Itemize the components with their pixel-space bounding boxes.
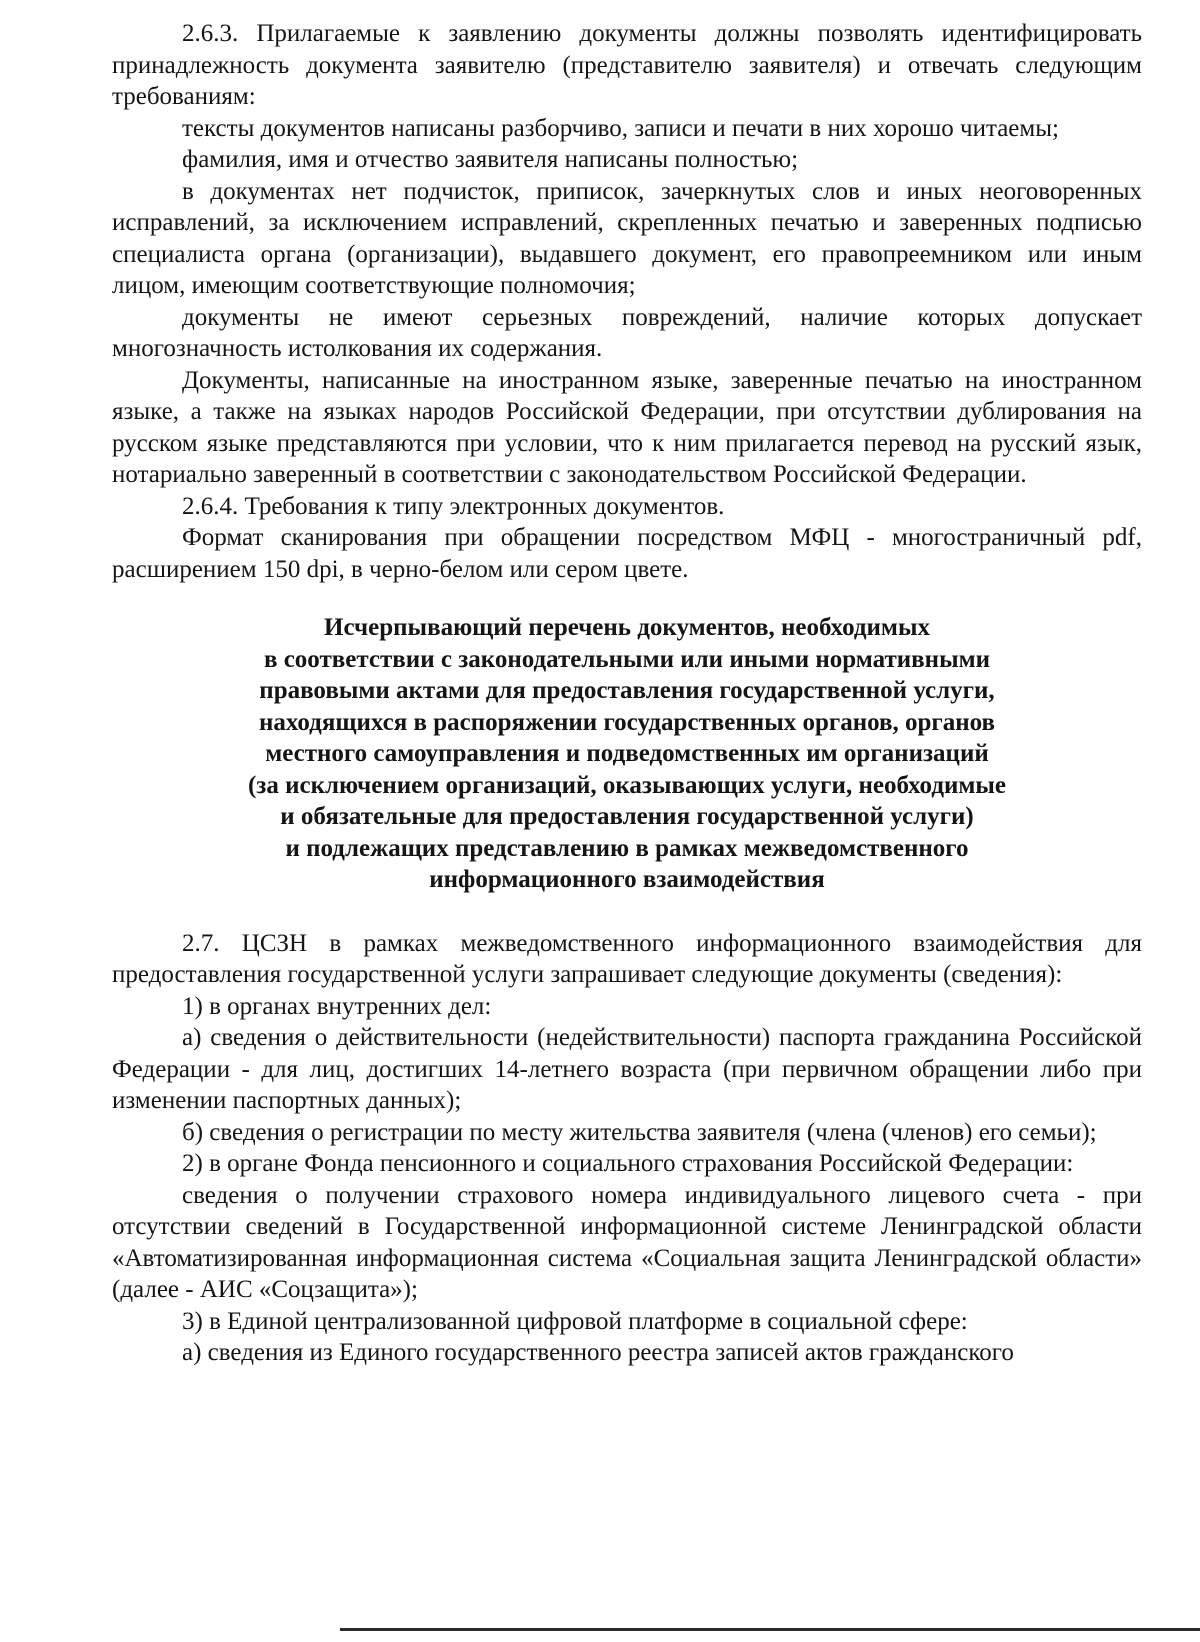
list-item-registration: б) сведения о регистрации по месту жительства заявителя (члена (членов) его семьи); <box>182 1118 1097 1146</box>
paragraph-requirement-no-damage: документы не имеют серьезных повреждений, наличие которых допускает многозначность истолкования их содержания. <box>112 303 1142 362</box>
heading-line: информационного взаимодействия <box>429 866 825 893</box>
list-item-internal-affairs: 1) в органах внутренних дел: <box>182 992 492 1020</box>
list-item-civil-registry: а) сведения из Единого государственного реестра записей актов гражданского <box>182 1339 1014 1366</box>
heading-line: находящихся в распоряжении государственных органов, органов <box>258 708 996 736</box>
list-item-snils: сведения о получении страхового номера индивидуального лицевого счета - при отсутствии сведений в Государственной информационной системе Ленинградской области «Автоматизированная информационная система «Социальная защита Ленинградской области» (далее - АИС «Соцзащита»); <box>112 1181 1142 1303</box>
paragraph-requirement-full-name: фамилия, имя и отчество заявителя написаны полностью; <box>182 146 799 173</box>
bottom-page-edge <box>340 1628 1200 1631</box>
heading-line: правовыми актами для предоставления государственной услуги, <box>259 677 995 704</box>
heading-line: и подлежащих представлению в рамках межведомственного <box>285 834 969 862</box>
paragraph-requirement-legible: тексты документов написаны разборчиво, записи и печати в них хорошо читаемы; <box>182 114 1059 142</box>
heading-line: местного самоуправления и подведомственных им организаций <box>265 740 989 767</box>
paragraph-2-7: 2.7. ЦСЗН в рамках межведомственного информационного взаимодействия для предоставления государственной услуги запрашивает следующие документы (сведения): <box>112 929 1142 988</box>
heading-line: в соответствии с законодательными или иными нормативными <box>263 645 991 673</box>
paragraph-2-6-4: 2.6.4. Требования к типу электронных документов. <box>182 492 725 520</box>
paragraph-2-6-3: 2.6.3. Прилагаемые к заявлению документы должны позволять идентифицировать принадлежность документа заявителю (представителю заявителя) и отвечать следующим требованиям: <box>112 20 1142 110</box>
paragraph-requirement-no-corrections: в документах нет подчисток, приписок, зачеркнутых слов и иных неоговоренных исправлений, за исключением исправлений, скрепленных печатью и заверенных подписью специалиста органа (организации), выдавшего документ, его правопреемником или иным лицом, имеющим соответствующие полномочия; <box>112 177 1142 299</box>
document-page <box>112 18 1142 1369</box>
heading-line: и обязательные для предоставления государственной услуги) <box>280 803 974 830</box>
list-item-passport-validity: а) сведения о действительности (недействительности) паспорта гражданина Российской Федерации - для лиц, достигших 14-летнего возраста (при первичном обращении либо при изменении паспортных данных); <box>112 1024 1142 1114</box>
paragraph-foreign-language: Документы, написанные на иностранном языке, заверенные печатью на иностранном языке, а также на языках народов Российской Федерации, при отсутствии дублирования на русском языке представляются при условии, что к ним прилагается перевод на русский язык, нотариально заверенный в соответствии с законодательством Российской Федерации. <box>112 366 1142 488</box>
list-item-pension-fund: 2) в органе Фонда пенсионного и социального страхования Российской Федерации: <box>182 1150 1074 1177</box>
section-heading <box>112 612 1142 896</box>
heading-line: Исчерпывающий перечень документов, необходимых <box>324 614 930 641</box>
list-item-digital-platform: 3) в Единой централизованной цифровой платформе в социальной сфере: <box>182 1307 968 1335</box>
heading-line: (за исключением организаций, оказывающих услуги, необходимые <box>247 771 1007 799</box>
paragraph-scan-format: Формат сканирования при обращении посредством МФЦ - многостраничный pdf, расширением 150 dpi, в черно-белом или сером цвете. <box>112 524 1142 583</box>
